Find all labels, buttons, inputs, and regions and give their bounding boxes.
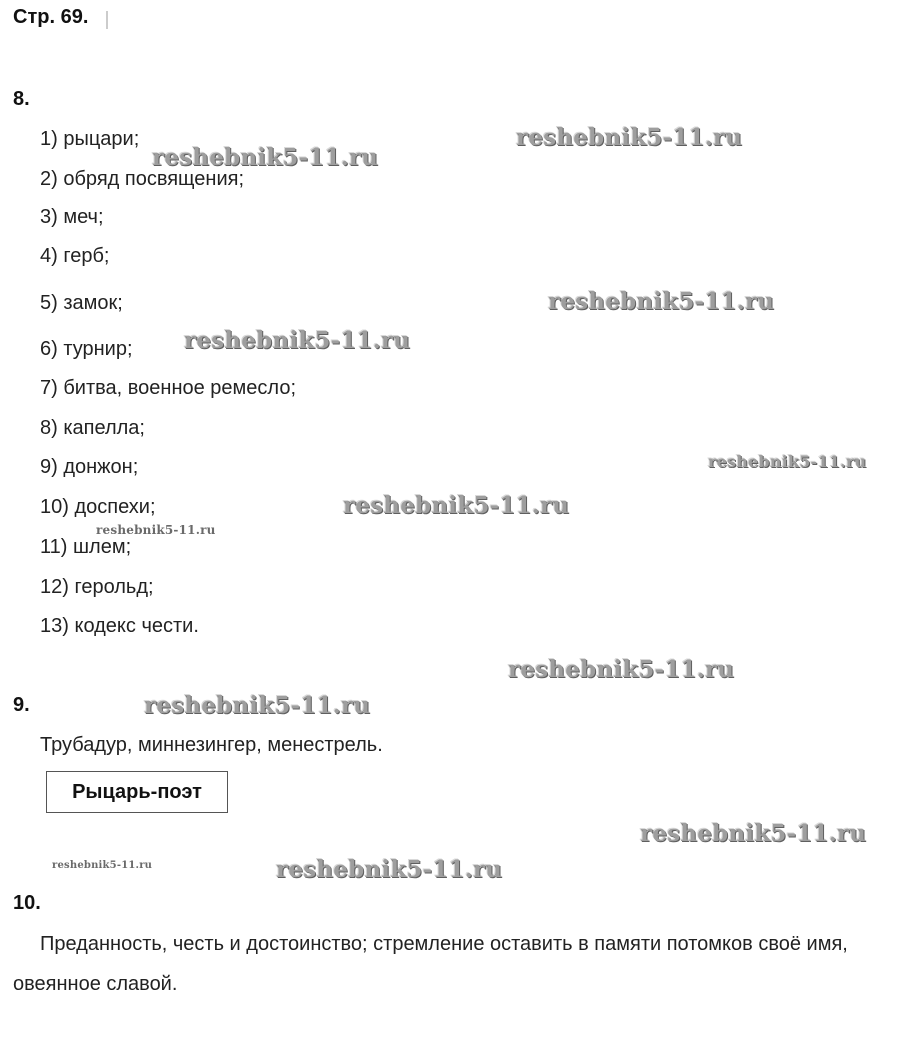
watermark: reshebnik5-11.ru xyxy=(276,856,503,883)
watermark: reshebnik5-11.ru xyxy=(343,492,570,519)
task-8-item: 3) меч; xyxy=(40,206,104,228)
watermark: reshebnik5-11.ru xyxy=(508,656,735,683)
watermark: reshebnik5-11.ru xyxy=(144,692,371,719)
task-8-item: 8) капелла; xyxy=(40,417,145,439)
task-8-item: 1) рыцари; xyxy=(40,128,140,150)
watermark: reshebnik5-11.ru xyxy=(184,327,411,354)
task-9-number: 9. xyxy=(13,694,30,716)
cursor-mark xyxy=(106,11,108,29)
task-10-answer: Преданность, честь и достоинство; стремление оставить в памяти потомков своё имя, овеянное славой. xyxy=(13,933,848,995)
watermark: reshebnik5-11.ru xyxy=(548,288,775,315)
watermark: reshebnik5-11.ru xyxy=(152,144,379,171)
task-8-item: 11) шлем; xyxy=(40,536,132,558)
task-8-item: 10) доспехи; xyxy=(40,496,156,518)
page-title: Стр. 69. xyxy=(13,6,89,28)
task-8-item: 13) кодекс чести. xyxy=(40,615,199,637)
watermark: reshebnik5-11.ru xyxy=(52,860,153,871)
watermark: reshebnik5-11.ru xyxy=(96,523,216,537)
task-8-item: 12) герольд; xyxy=(40,576,154,598)
task-8-item: 2) обряд посвящения; xyxy=(40,168,245,190)
watermark: reshebnik5-11.ru xyxy=(516,124,743,151)
task-8-item: 6) турнир; xyxy=(40,338,133,360)
task-10-number: 10. xyxy=(13,892,41,914)
task-8-item: 4) герб; xyxy=(40,245,110,267)
answer-box: Рыцарь-поэт xyxy=(46,771,228,813)
task-8-item: 7) битва, военное ремесло; xyxy=(40,377,296,399)
task-8-item: 9) донжон; xyxy=(40,456,139,478)
task-8-item: 5) замок; xyxy=(40,292,123,314)
watermark: reshebnik5-11.ru xyxy=(640,820,867,847)
watermark: reshebnik5-11.ru xyxy=(708,452,867,471)
task-8-number: 8. xyxy=(13,88,30,110)
task-9-answer: Трубадур, миннезингер, менестрель. xyxy=(40,734,383,756)
